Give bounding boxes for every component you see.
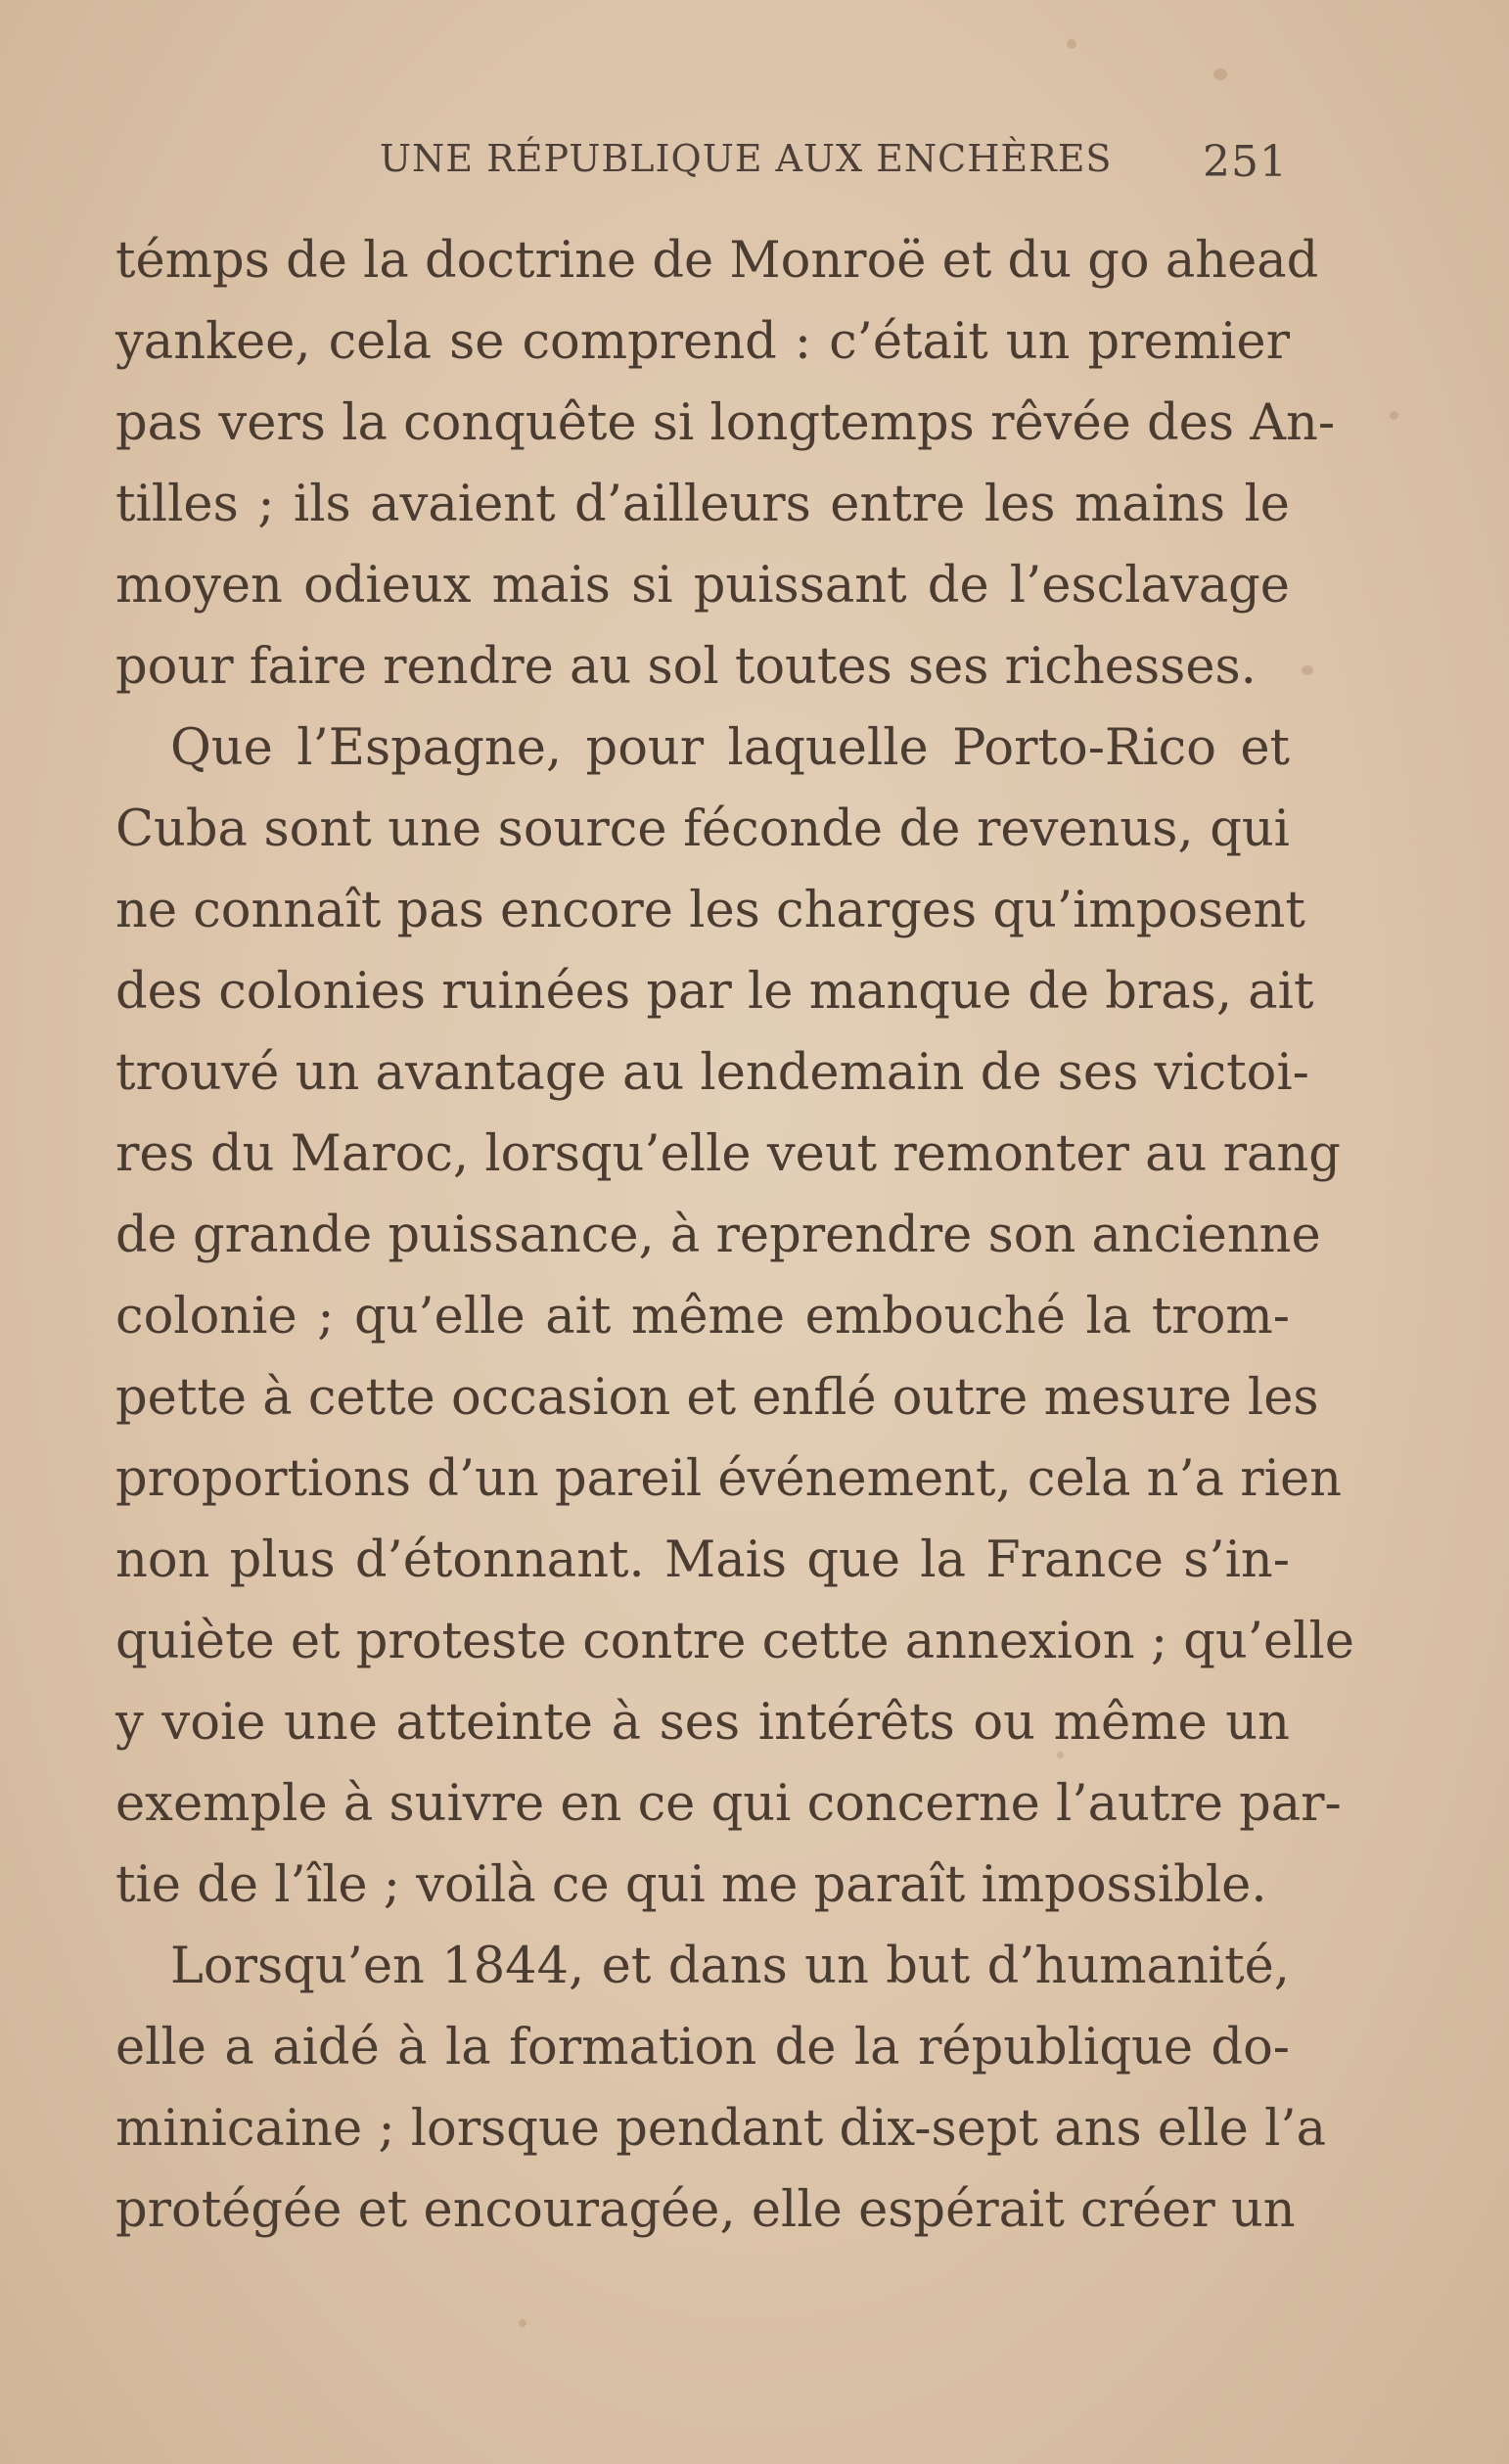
text-line: minicaine ; lorsque pendant dix-sept ans elle l’a	[115, 2100, 1326, 2158]
text-line: yankee, cela se comprend : c’était un premier	[115, 313, 1290, 371]
text-line: exemple à suivre en ce qui concerne l’autre par-	[115, 1775, 1342, 1833]
text-line: des colonies ruinées par le manque de bras, ait	[115, 963, 1314, 1021]
text-line: Que l’Espagne, pour laquelle Porto-Rico et	[170, 719, 1290, 777]
text-line: moyen odieux mais si puissant de l’esclavage	[115, 557, 1290, 615]
running-head	[380, 137, 1288, 196]
text-line: Cuba sont une source féconde de revenus, qui	[115, 800, 1290, 858]
text-line: proportions d’un pareil événement, cela n’a rien	[115, 1450, 1342, 1508]
paper-speck	[1213, 68, 1227, 80]
text-line: tilles ; ils avaient d’ailleurs entre les mains le	[115, 476, 1290, 533]
running-title: UNE RÉPUBLIQUE AUX ENCHÈRES	[380, 137, 1113, 180]
text-line: témps de la doctrine de Monroë et du go ahead	[115, 232, 1319, 290]
text-line: Lorsqu’en 1844, et dans un but d’humanité,	[170, 1938, 1290, 1995]
paper-speck	[1390, 411, 1398, 420]
paper-speck	[1067, 39, 1076, 49]
text-line: de grande puissance, à reprendre son ancienne	[115, 1207, 1321, 1264]
text-line: pas vers la conquête si longtemps rêvée des An-	[115, 394, 1336, 452]
text-line: pour faire rendre au sol toutes ses richesses.	[115, 638, 1257, 696]
text-line: pette à cette occasion et enflé outre mesure les	[115, 1369, 1319, 1427]
text-line: tie de l’île ; voilà ce qui me paraît impossible.	[115, 1856, 1267, 1914]
text-line: ne connaît pas encore les charges qu’imposent	[115, 882, 1305, 939]
text-line: elle a aidé à la formation de la république do-	[115, 2019, 1290, 2076]
paper-speck	[1302, 665, 1313, 675]
text-line: colonie ; qu’elle ait même embouché la trom-	[115, 1288, 1290, 1346]
text-line: non plus d’étonnant. Mais que la France s’in-	[115, 1531, 1290, 1589]
text-line: y voie une atteinte à ses intérêts ou même un	[115, 1694, 1290, 1752]
page-number: 251	[1203, 137, 1288, 187]
text-line: quiète et proteste contre cette annexion ; qu’elle	[115, 1613, 1354, 1670]
paper-speck	[519, 2319, 526, 2327]
text-line: res du Maroc, lorsqu’elle veut remonter au rang	[115, 1125, 1341, 1183]
text-line: trouvé un avantage au lendemain de ses victoi-	[115, 1044, 1309, 1102]
text-line: protégée et encouragée, elle espérait créer un	[115, 2181, 1296, 2239]
body-text	[115, 220, 1354, 2251]
